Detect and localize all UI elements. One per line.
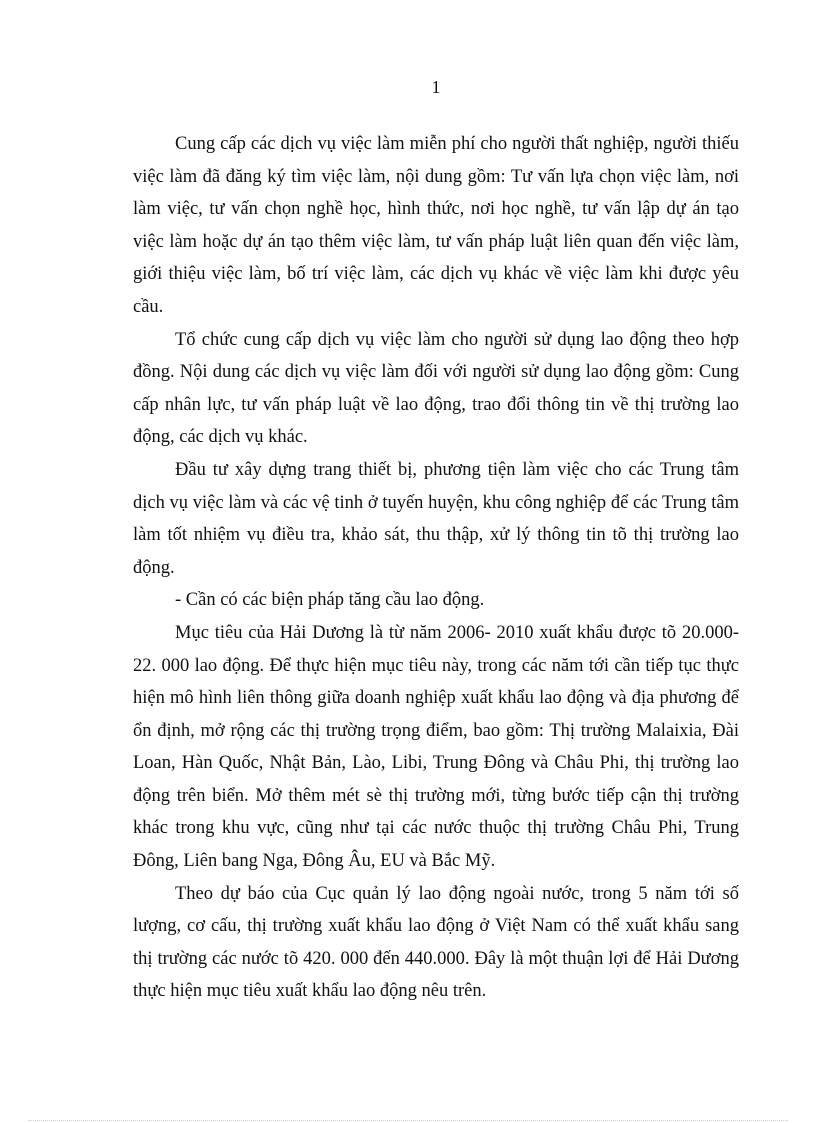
paragraph-labor-demand-heading: - Cần có các biện pháp tăng cầu lao động. — [175, 590, 485, 611]
page-bottom-divider — [28, 1120, 788, 1121]
page-number: 1 — [431, 77, 441, 97]
paragraph-investment: Đầu tư xây dựng trang thiết bị, phương tiện làm việc cho các Trung tâm dịch vụ việc làm và các vệ tinh ở tuyến huyện, khu công nghiệp để các Trung tâm làm tốt nhiệm vụ điều tra, khảo sát, thu thập, xử lý thông tin tõ thị trường lao động. — [133, 459, 739, 578]
paragraph-employment-services: Cung cấp các dịch vụ việc làm miễn phí cho người thất nghiệp, người thiếu việc làm đã đăng ký tìm việc làm, nội dung gồm: Tư vấn lựa chọn việc làm, nơi làm việc, tư vấn chọn nghề học, hình thức, nơi học nghề, tư vấn lập dự án tạo việc làm hoặc dự án tạo thêm việc làm, tư vấn pháp luật liên quan đến việc làm, giới thiệu việc làm, bố trí việc làm, các dịch vụ khác về việc làm khi được yêu cầu. — [133, 134, 739, 317]
paragraph-export-target: Mục tiêu của Hải Dương là từ năm 2006- 2010 xuất khẩu được tõ 20.000- 22. 000 lao động. Để thực hiện mục tiêu này, trong các năm tới cần tiếp tục thực hiện mô hình liên thông giữa doanh nghiệp xuất khẩu lao động và địa phương để ổn định, mở rộng các thị trường trọng điểm, bao gồm: Thị trường Malaixia, Đài Loan, Hàn Quốc, Nhật Bản, Lào, Libi, Trung Đông và Châu Phi, thị trường lao động trên biển. Mở thêm mét sè thị trường mới, từng bước tiếp cận thị trường khác trong khu vực, cũng như tại các nước thuộc thị trường Châu Phi, Trung Đông, Liên bang Nga, Đông Âu, EU và Bắc Mỹ. — [133, 622, 739, 872]
paragraph-forecast: Theo dự báo của Cục quản lý lao động ngoài nước, trong 5 năm tới số lượng, cơ cấu, thị trường xuất khẩu lao động ở Việt Nam có thể xuất khẩu sang thị trường các nước tõ 420. 000 đến 440.000. Đây là một thuận lợi để Hải Dương thực hiện mục tiêu xuất khẩu lao động nêu trên. — [133, 883, 739, 1002]
body-text — [133, 128, 739, 1008]
paragraph-employer-services: Tổ chức cung cấp dịch vụ việc làm cho người sử dụng lao động theo hợp đồng. Nội dung các dịch vụ việc làm đối với người sử dụng lao động gồm: Cung cấp nhân lực, tư vấn pháp luật về lao động, trao đổi thông tin về thị trường lao động, các dịch vụ khác. — [133, 329, 739, 448]
